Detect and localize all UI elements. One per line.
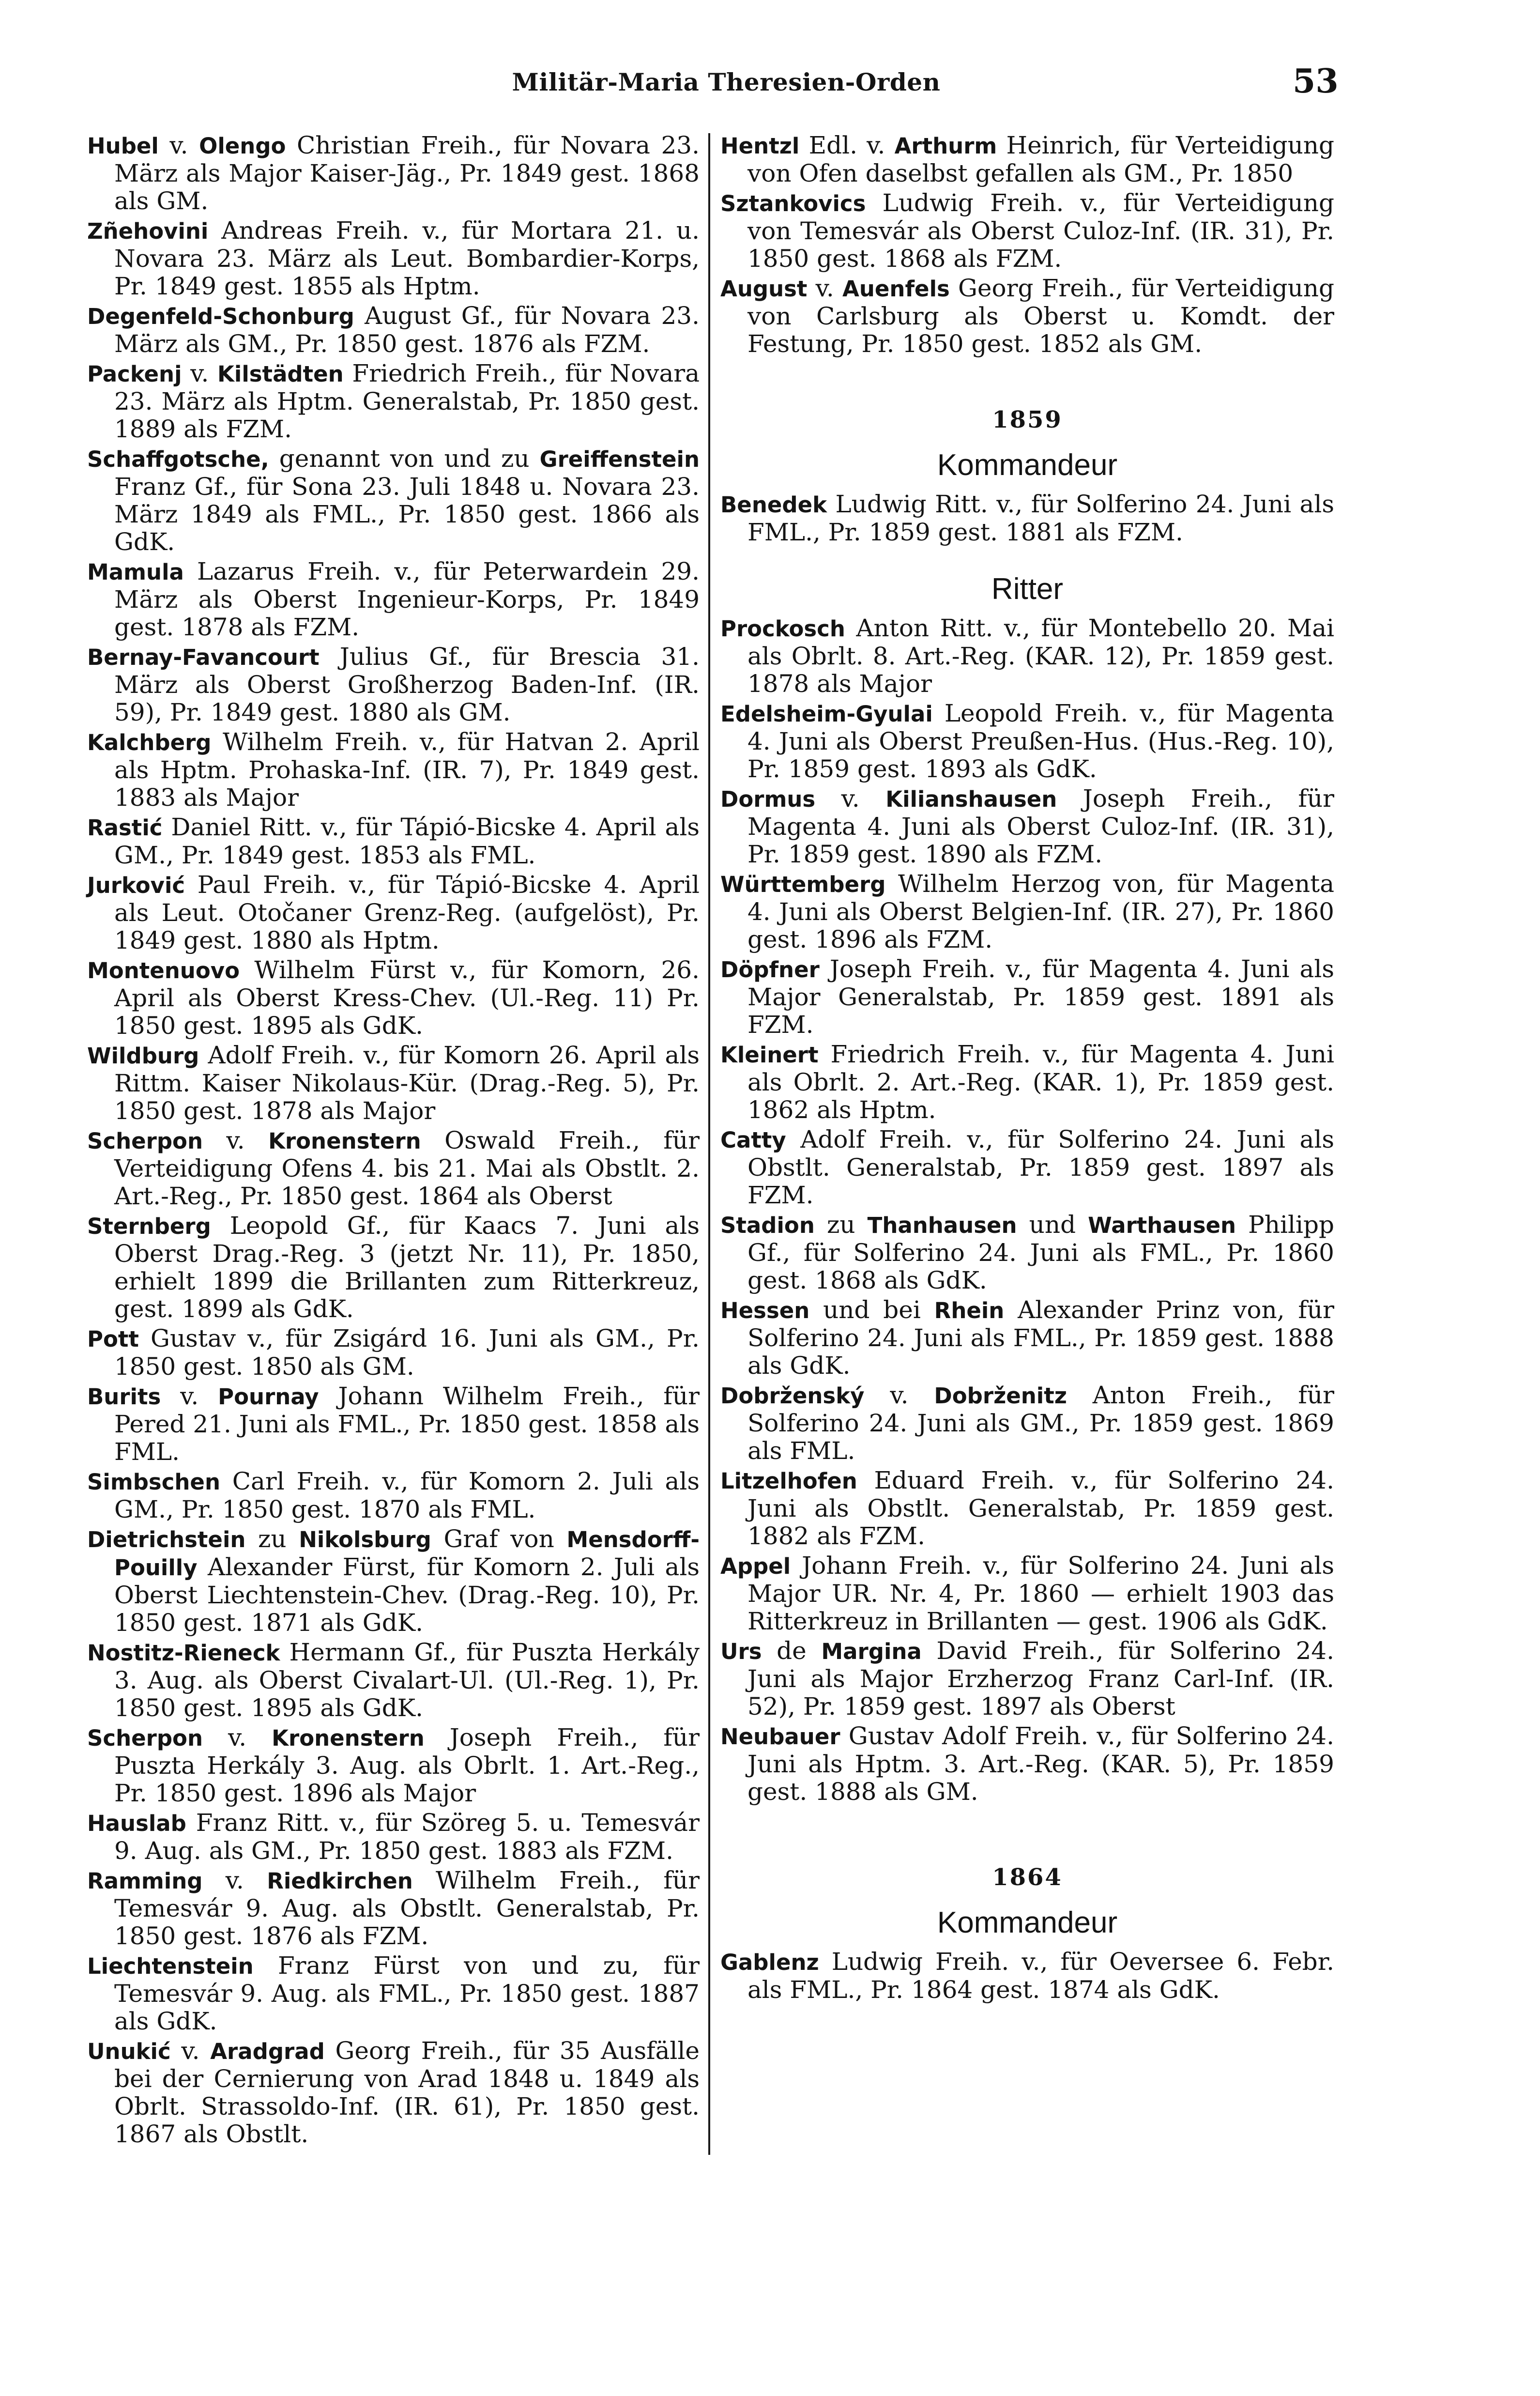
register-entry bbox=[720, 1296, 1334, 1380]
register-entry bbox=[720, 189, 1334, 273]
register-entry bbox=[720, 1211, 1334, 1294]
register-entry bbox=[720, 1637, 1334, 1720]
entry-surname: Bernay-Favancourt bbox=[87, 645, 320, 670]
entry-text: Franz Gf., für Sona 23. Juli 1848 u. Novara 23. März 1849 als FML., Pr. 1850 gest. 1866 als GdK. bbox=[114, 473, 700, 556]
entry-text: Philipp Gf., für Solferino 24. Juni als FML., Pr. 1860 gest. 1868 als GdK. bbox=[747, 1211, 1334, 1294]
entry-text: Heinrich, für Verteidigung von Ofen daselbst gefallen als GM., Pr. 1850 bbox=[747, 131, 1334, 187]
entry-text: zu bbox=[245, 1525, 299, 1553]
entry-text: Gustav v., für Zsigárd 16. Juni als GM., Pr. 1850 gest. 1850 als GM. bbox=[114, 1324, 700, 1381]
entry-surname: Kilianshausen bbox=[885, 786, 1057, 812]
entry-text: Ludwig Freih. v., für Oeversee 6. Febr. als FML., Pr. 1864 gest. 1874 als GdK. bbox=[747, 1948, 1334, 2004]
entry-text: v. bbox=[158, 131, 199, 159]
entry-text: Alexander Fürst, für Komorn 2. Juli als Oberst Liechtenstein-Chev. (Drag.-Reg. 10), Pr. 1850 gest. 1871 als GdK. bbox=[114, 1553, 700, 1637]
register-entry bbox=[87, 132, 700, 215]
entry-surname: Jurković bbox=[87, 873, 185, 898]
entry-text: Julius Gf., für Brescia 31. März als Oberst Großherzog Baden-Inf. (IR. 59), Pr. 1849 gest. 1880 als GM. bbox=[114, 643, 700, 726]
register-entry bbox=[87, 445, 700, 556]
register-entry bbox=[87, 1325, 700, 1381]
entry-surname: Unukić bbox=[87, 2039, 171, 2064]
left-column bbox=[87, 132, 700, 2150]
entry-surname: Auenfels bbox=[842, 276, 950, 302]
entry-text: Leopold Freih. v., für Magenta 4. Juni als Oberst Preußen-Hus. (Hus.-Reg. 10), Pr. 1859 gest. 1893 als GdK. bbox=[747, 699, 1334, 783]
entry-surname: Olengo bbox=[199, 133, 286, 159]
entry-surname: Kronenstern bbox=[268, 1128, 421, 1154]
entry-surname: August bbox=[720, 276, 808, 302]
section-rank-kommandeur-1859: Kommandeur bbox=[937, 448, 1118, 482]
entry-surname: Hentzl bbox=[720, 133, 800, 159]
entry-surname: Rhein bbox=[934, 1298, 1005, 1323]
entry-text: Oswald Freih., für Verteidigung Ofens 4. bis 21. Mai als Obstlt. 2. Art.-Reg., Pr. 1850 gest. 1864 als Oberst bbox=[114, 1126, 700, 1210]
section-year-1859: 1859 bbox=[992, 406, 1063, 433]
entry-text: v. bbox=[170, 2037, 211, 2065]
entry-text: Franz Fürst von und zu, für Temesvár 9. Aug. als FML., Pr. 1850 gest. 1887 als GdK. bbox=[114, 1951, 700, 2035]
entry-text: Wilhelm Freih., für Temesvár 9. Aug. als Obstlt. Generalstab, Pr. 1850 gest. 1876 als FZM. bbox=[114, 1866, 700, 1950]
entry-text: Christian Freih., für Novara 23. März als Major Kaiser-Jäg., Pr. 1849 gest. 1868 als GM. bbox=[114, 131, 700, 215]
entry-text: Friedrich Freih. v., für Magenta 4. Juni als Obrlt. 2. Art.-Reg. (KAR. 1), Pr. 1859 gest. 1862 als Hptm. bbox=[747, 1040, 1334, 1124]
entry-surname: Appel bbox=[720, 1553, 791, 1579]
register-entry bbox=[87, 1382, 700, 1466]
entry-text: Johann Wilhelm Freih., für Pered 21. Juni als FML., Pr. 1850 gest. 1858 als FML. bbox=[114, 1382, 700, 1466]
register-entry bbox=[87, 1867, 700, 1950]
register-entry bbox=[87, 871, 700, 954]
kommandeur-entries-1859 bbox=[720, 491, 1334, 546]
entry-surname: Dobrženitz bbox=[934, 1383, 1067, 1409]
entry-text: v. bbox=[202, 1866, 267, 1894]
right-top-entries bbox=[720, 132, 1334, 358]
entry-surname: Riedkirchen bbox=[267, 1868, 413, 1894]
entry-text: v. bbox=[203, 1723, 272, 1751]
entry-text: Leopold Gf., für Kaacs 7. Juni als Oberst Drag.-Reg. 3 (jetzt Nr. 11), Pr. 1850, erhielt 1899 die Brillanten zum Ritterkreuz, gest. 1899 als GdK. bbox=[114, 1212, 700, 1323]
entry-surname: Kleinert bbox=[720, 1042, 819, 1068]
entry-text: Anton Freih., für Solferino 24. Juni als GM., Pr. 1859 gest. 1869 als FML. bbox=[747, 1381, 1334, 1465]
entry-surname: Warthausen bbox=[1088, 1213, 1236, 1238]
entry-surname: Greiffenstein bbox=[539, 446, 700, 472]
entry-surname: Pott bbox=[87, 1326, 139, 1352]
entry-text: Anton Ritt. v., für Montebello 20. Mai als Obrlt. 8. Art.-Reg. (KAR. 12), Pr. 1859 gest. 1878 als Major bbox=[747, 614, 1334, 698]
register-entry bbox=[720, 700, 1334, 783]
entry-text: Joseph Freih., für Magenta 4. Juni als Oberst Culoz-Inf. (IR. 31), Pr. 1859 gest. 1890 als FZM. bbox=[747, 784, 1335, 868]
entry-surname: Hauslab bbox=[87, 1811, 186, 1836]
entry-text: Joseph Freih., für Puszta Herkály 3. Aug. als Obrlt. 1. Art.-Reg., Pr. 1850 gest. 1896 als Major bbox=[114, 1723, 700, 1807]
entry-text: genannt von und zu bbox=[269, 445, 540, 473]
entry-surname: Litzelhofen bbox=[720, 1468, 857, 1494]
entry-surname: Hessen bbox=[720, 1298, 810, 1323]
entry-surname: Sztankovics bbox=[720, 191, 866, 216]
register-entry bbox=[720, 1126, 1334, 1209]
entry-text: Georg Freih., für 35 Ausfälle bei der Cernierung von Arad 1848 u. 1849 als Obrlt. Strassoldo-Inf. (IR. 61), Pr. 1850 gest. 1867 als Obstlt. bbox=[114, 2037, 700, 2148]
entry-surname: Gablenz bbox=[720, 1950, 819, 1975]
register-entry bbox=[87, 2037, 700, 2148]
running-title: Militär-Maria Theresien-Orden bbox=[512, 68, 941, 96]
register-entry bbox=[720, 1552, 1334, 1635]
entry-text: Hermann Gf., für Puszta Herkály 3. Aug. als Oberst Civalart-Ul. (Ul.-Reg. 1), Pr. 1850 gest. 1895 als GdK. bbox=[114, 1638, 700, 1722]
entry-surname: Mensdorff-Pouilly bbox=[114, 1527, 700, 1581]
entry-surname: Dormus bbox=[720, 786, 816, 812]
kommandeur-entries-1864 bbox=[720, 1948, 1334, 2004]
right-column bbox=[720, 132, 1334, 2006]
entry-surname: Schaffgotsche, bbox=[87, 446, 269, 472]
entry-surname: Hubel bbox=[87, 133, 159, 159]
entry-text: Franz Ritt. v., für Szöreg 5. u. Temesvár 9. Aug. als GM., Pr. 1850 gest. 1883 als FZM. bbox=[114, 1809, 700, 1865]
register-entry bbox=[87, 302, 700, 358]
register-entry bbox=[720, 1948, 1334, 2004]
ritter-entries-1859 bbox=[720, 614, 1334, 1806]
page-header bbox=[0, 58, 1540, 116]
entry-text: Lazarus Freih. v., für Peterwardein 29. März als Oberst Ingenieur-Korps, Pr. 1849 gest. 1878 als FZM. bbox=[114, 557, 700, 641]
register-entry bbox=[87, 1042, 700, 1125]
entry-text: Graf von bbox=[431, 1525, 567, 1553]
entry-text: David Freih., für Solferino 24. Juni als Major Erzherzog Franz Carl-Inf. (IR. 52), Pr. 1859 gest. 1897 als Oberst bbox=[747, 1637, 1334, 1720]
entry-text: v. bbox=[203, 1126, 269, 1154]
entry-surname: Wildburg bbox=[87, 1043, 199, 1069]
entry-surname: Zñehovini bbox=[87, 218, 209, 244]
entry-surname: Sternberg bbox=[87, 1213, 211, 1239]
entry-text: v. bbox=[182, 359, 218, 387]
register-entry bbox=[720, 1382, 1334, 1465]
register-entry bbox=[720, 785, 1334, 868]
register-entry bbox=[87, 1952, 700, 2035]
entry-surname: Catty bbox=[720, 1127, 786, 1153]
entry-text: v. bbox=[807, 274, 843, 302]
entry-surname: Burits bbox=[87, 1384, 161, 1410]
entry-surname: Montenuovo bbox=[87, 958, 240, 983]
entry-text: Adolf Freih. v., für Komorn 26. April als Rittm. Kaiser Nikolaus-Kür. (Drag.-Reg. 5), Pr. 1850 gest. 1878 als Major bbox=[114, 1041, 700, 1125]
entry-text: Gustav Adolf Freih. v., für Solferino 24. Juni als Hptm. 3. Art.-Reg. (KAR. 5), Pr. 1859 gest. 1888 als GM. bbox=[747, 1722, 1334, 1806]
section-rank-ritter-1859: Ritter bbox=[991, 572, 1064, 606]
register-entry bbox=[87, 1639, 700, 1722]
entry-text: Edl. v. bbox=[799, 131, 895, 159]
entry-surname: Kalchberg bbox=[87, 730, 212, 755]
entry-surname: Nostitz-Rieneck bbox=[87, 1640, 280, 1666]
entry-text: v. bbox=[161, 1382, 218, 1410]
entry-surname: Packenj bbox=[87, 361, 182, 387]
entry-text: de bbox=[762, 1637, 822, 1665]
entry-text: Alexander Prinz von, für Solferino 24. Juni als FML., Pr. 1859 gest. 1888 als GdK. bbox=[747, 1296, 1335, 1380]
register-entry bbox=[720, 870, 1334, 953]
entry-surname: Arthurm bbox=[894, 133, 997, 159]
register-entry bbox=[720, 955, 1334, 1039]
entry-surname: Neubauer bbox=[720, 1724, 840, 1750]
register-entry bbox=[87, 956, 700, 1040]
register-entry bbox=[87, 1212, 700, 1323]
entry-surname: Dobrženský bbox=[720, 1383, 865, 1409]
register-entry bbox=[720, 491, 1334, 546]
entry-surname: Mamula bbox=[87, 559, 184, 585]
register-entry bbox=[87, 1809, 700, 1865]
entry-surname: Döpfner bbox=[720, 957, 820, 983]
entry-text: Daniel Ritt. v., für Tápió-Bicske 4. April als GM., Pr. 1849 gest. 1853 als FML. bbox=[114, 813, 700, 869]
entry-surname: Simbschen bbox=[87, 1469, 220, 1495]
entry-surname: Pournay bbox=[218, 1384, 319, 1410]
register-entry bbox=[87, 558, 700, 641]
register-entry bbox=[87, 1724, 700, 1807]
entry-surname: Württemberg bbox=[720, 872, 886, 897]
entry-surname: Rastić bbox=[87, 815, 163, 841]
register-entry bbox=[87, 217, 700, 300]
entry-text: Paul Freih. v., für Tápió-Bicske 4. April als Leut. Otočaner Grenz-Reg. (aufgelöst), Pr. 1849 gest. 1880 als Hptm. bbox=[114, 871, 700, 954]
entry-surname: Ramming bbox=[87, 1868, 203, 1894]
entry-surname: Kilstädten bbox=[217, 361, 344, 387]
entry-text: v. bbox=[815, 784, 886, 813]
register-entry bbox=[87, 643, 700, 726]
entry-text: Joseph Freih. v., für Magenta 4. Juni als Major Generalstab, Pr. 1859 gest. 1891 als FZM. bbox=[747, 955, 1334, 1039]
entry-text: Adolf Freih. v., für Solferino 24. Juni als Obstlt. Generalstab, Pr. 1859 gest. 1897 als FZM. bbox=[747, 1125, 1334, 1209]
register-entry bbox=[87, 1468, 700, 1523]
register-entry bbox=[87, 728, 700, 812]
register-entry bbox=[720, 1722, 1334, 1806]
entry-surname: Benedek bbox=[720, 492, 827, 518]
entry-text: Friedrich Freih., für Novara 23. März als Hptm. Generalstab, Pr. 1850 gest. 1889 als FZM. bbox=[114, 359, 700, 443]
entry-text: Ludwig Freih. v., für Verteidigung von Temesvár als Oberst Culoz-Inf. (IR. 31), Pr. 1850 gest. 1868 als FZM. bbox=[747, 189, 1334, 273]
entry-surname: Prockosch bbox=[720, 616, 845, 642]
register-entry bbox=[720, 275, 1334, 358]
entry-surname: Aradgrad bbox=[210, 2039, 325, 2064]
register-entry bbox=[87, 814, 700, 869]
page-number: 53 bbox=[1293, 62, 1339, 101]
entry-text: und bbox=[1017, 1211, 1088, 1239]
entry-text: Wilhelm Herzog von, für Magenta 4. Juni als Oberst Belgien-Inf. (IR. 27), Pr. 1860 gest. 1896 als FZM. bbox=[747, 870, 1334, 953]
entry-surname: Degenfeld-Schonburg bbox=[87, 304, 354, 329]
entry-text: Eduard Freih. v., für Solferino 24. Juni als Obstlt. Generalstab, Pr. 1859 gest. 1882 als FZM. bbox=[747, 1466, 1334, 1550]
entry-surname: Stadion bbox=[720, 1213, 815, 1238]
entry-text: Andreas Freih. v., für Mortara 21. u. Novara 23. März als Leut. Bombardier-Korps, Pr. 1849 gest. 1855 als Hptm. bbox=[114, 216, 700, 300]
entry-surname: Liechtenstein bbox=[87, 1953, 254, 1979]
entry-text: Wilhelm Fürst v., für Komorn, 26. April als Oberst Kress-Chev. (Ul.-Reg. 11) Pr. 1850 gest. 1895 als GdK. bbox=[114, 956, 700, 1040]
register-entry bbox=[87, 360, 700, 443]
entry-surname: Margina bbox=[821, 1639, 922, 1664]
register-entry bbox=[87, 1525, 700, 1637]
entry-surname: Scherpon bbox=[87, 1725, 203, 1751]
entry-surname: Urs bbox=[720, 1639, 762, 1664]
register-entry bbox=[720, 1041, 1334, 1124]
entry-text: Carl Freih. v., für Komorn 2. Juli als GM., Pr. 1850 gest. 1870 als FML. bbox=[114, 1467, 700, 1523]
entry-text: Wilhelm Freih. v., für Hatvan 2. April als Hptm. Prohaska-Inf. (IR. 7), Pr. 1849 gest. 1883 als Major bbox=[114, 728, 700, 812]
entry-text: v. bbox=[864, 1381, 934, 1409]
entry-surname: Kronenstern bbox=[272, 1725, 425, 1751]
register-entry bbox=[720, 614, 1334, 698]
section-year-1864: 1864 bbox=[992, 1864, 1063, 1891]
entry-text: Georg Freih., für Verteidigung von Carlsburg als Oberst u. Komdt. der Festung, Pr. 1850 gest. 1852 als GM. bbox=[747, 274, 1334, 358]
register-entry bbox=[720, 132, 1334, 187]
register-entry bbox=[720, 1467, 1334, 1550]
entry-text: und bei bbox=[809, 1296, 934, 1324]
entry-text: Johann Freih. v., für Solferino 24. Juni als Major UR. Nr. 4, Pr. 1860 — erhielt 1903 das Ritterkreuz in Brillanten — gest. 1906 als GdK. bbox=[747, 1551, 1334, 1635]
register-entry bbox=[87, 1127, 700, 1210]
entry-text: August Gf., für Novara 23. März als GM., Pr. 1850 gest. 1876 als FZM. bbox=[114, 302, 700, 358]
entry-surname: Scherpon bbox=[87, 1128, 203, 1154]
section-rank-kommandeur-1864: Kommandeur bbox=[937, 1906, 1118, 1939]
entry-surname: Dietrichstein bbox=[87, 1527, 246, 1552]
entry-surname: Edelsheim-Gyulai bbox=[720, 701, 933, 727]
entry-text: zu bbox=[814, 1211, 868, 1239]
entry-text: Ludwig Ritt. v., für Solferino 24. Juni als FML., Pr. 1859 gest. 1881 als FZM. bbox=[747, 490, 1334, 546]
entry-surname: Nikolsburg bbox=[299, 1527, 431, 1552]
column-divider bbox=[708, 133, 710, 2155]
entry-surname: Thanhausen bbox=[867, 1213, 1017, 1238]
